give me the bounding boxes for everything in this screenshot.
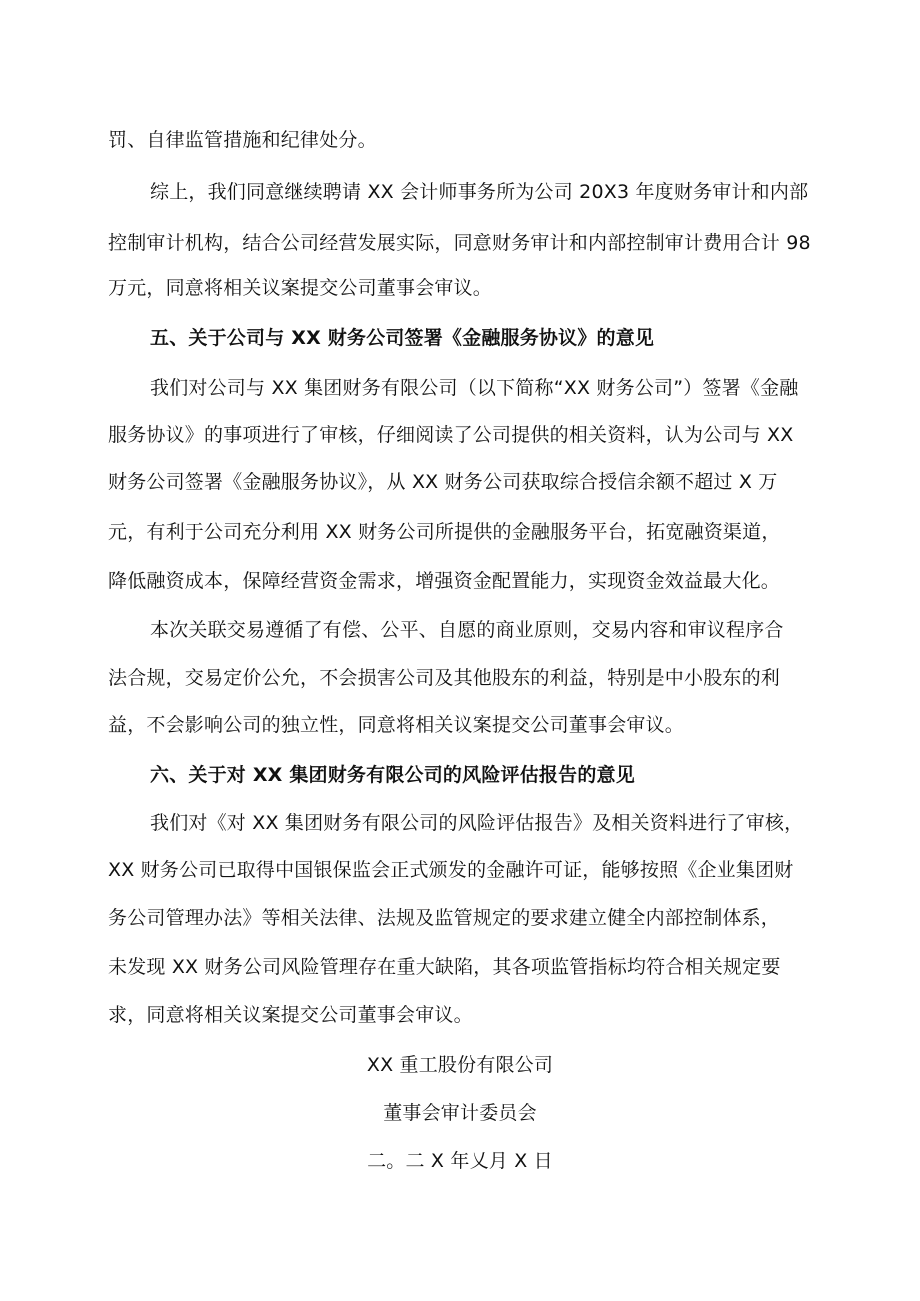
paragraph-line: 降低融资成本，保障经营资金需求，增强资金配置能力，实现资金效益最大化。 [108,570,781,592]
paragraph-line: 罚、自律监管措施和纪律处分。 [108,129,377,151]
paragraph-line: 未发现 XX 财务公司风险管理存在重大缺陷，其各项监管指标均符合相关规定要 [108,956,781,978]
paragraph-line: 万元，同意将相关议案提交公司董事会审议。 [108,277,493,299]
paragraph-line: 法合规，交易定价公允，不会损害公司及其他股东的利益，特别是中小股东的利 [108,667,781,689]
paragraph-line: 本次关联交易遵循了有偿、公平、自愿的商业原则，交易内容和审议程序合 [150,619,784,641]
paragraph-line: 服务协议》的事项进行了审核，仔细阅读了公司提供的相关资料，认为公司与 XX [108,424,794,446]
signature-committee: 董事会审计委员会 [383,1102,537,1124]
paragraph-line: 益，不会影响公司的独立性，同意将相关议案提交公司董事会审议。 [108,714,685,736]
paragraph-line: XX 财务公司已取得中国银保监会正式颁发的金融许可证，能够按照《企业集团财 [108,859,794,881]
paragraph-line: 务公司管理办法》等相关法律、法规及监管规定的要求建立健全内部控制体系， [108,907,781,929]
paragraph-line: 综上，我们同意继续聘请 XX 会计师事务所为公司 20X3 年度财务审计和内部 [150,181,809,203]
signature-company: XX 重工股份有限公司 [366,1054,554,1076]
section-heading-5: 五、关于公司与 XX 财务公司签署《金融服务协议》的意见 [150,327,655,349]
paragraph-line: 财务公司签署《金融服务协议》，从 XX 财务公司获取综合授信余额不超过 X 万 [108,471,778,493]
section-heading-6: 六、关于对 XX 集团财务有限公司的风险评估报告的意见 [150,764,635,786]
paragraph-line: 求，同意将相关议案提交公司董事会审议。 [108,1004,473,1026]
paragraph-line: 控制审计机构，结合公司经营发展实际，同意财务审计和内部控制审计费用合计 98 [108,232,811,254]
paragraph-line: 我们对公司与 XX 集团财务有限公司（以下简称“XX 财务公司”）签署《金融 [150,377,799,399]
paragraph-line: 我们对《对 XX 集团财务有限公司的风险评估报告》及相关资料进行了审核， [150,812,804,834]
paragraph-line: 元，有利于公司充分利用 XX 财务公司所提供的金融服务平台，拓宽融资渠道， [108,521,781,543]
signature-date: 二。二 X 年乂月 X 日 [367,1150,553,1172]
